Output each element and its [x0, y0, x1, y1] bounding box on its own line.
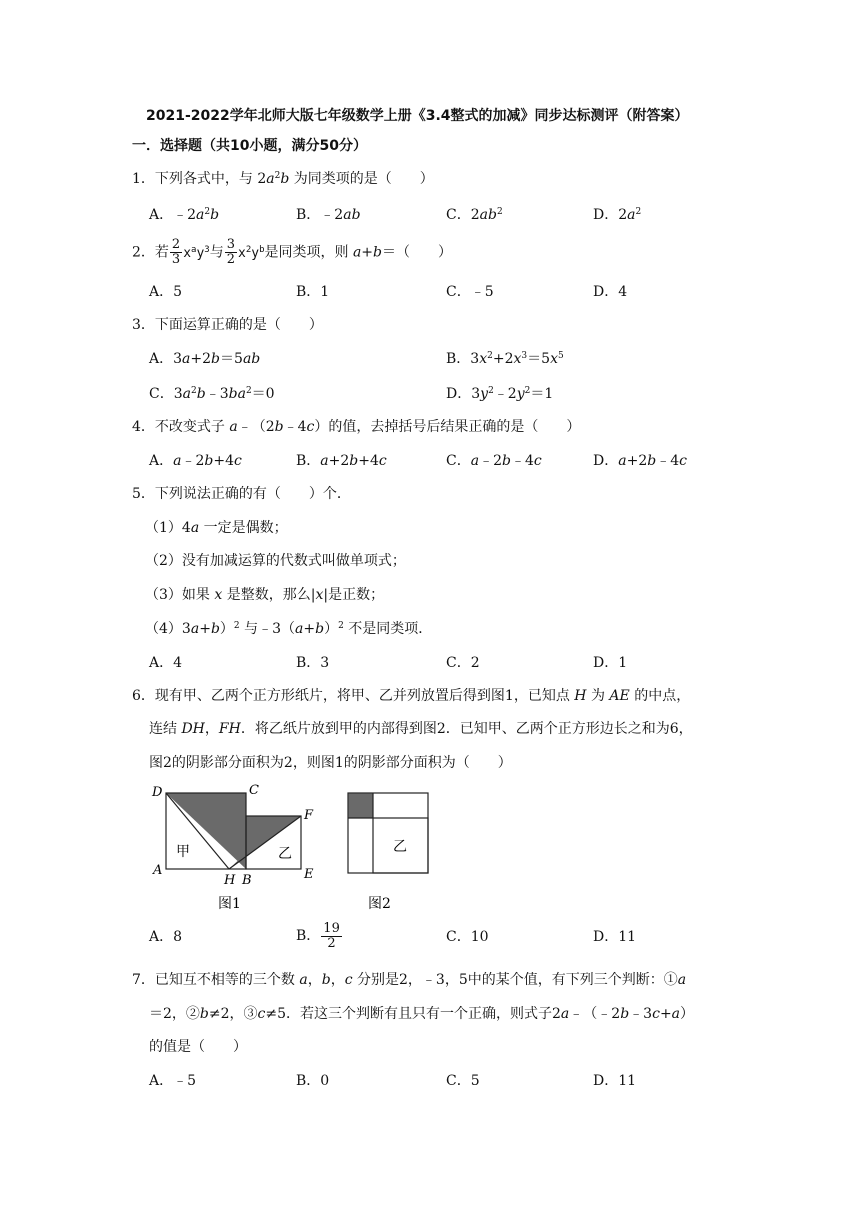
question-3-option-a[interactable]: A．3a+2b＝5ab	[149, 351, 261, 367]
label-d: D	[152, 785, 163, 800]
question-6-option-d[interactable]: D．11	[593, 929, 637, 945]
question-7-option-c[interactable]: C．5	[446, 1073, 480, 1089]
question-3-option-b[interactable]: B．$3x^2+2x^3=5x^5$	[446, 351, 564, 367]
figure-1	[148, 780, 328, 912]
label-c: C	[249, 783, 259, 798]
question-3-option-d[interactable]: D．$3y^2﹣2y^2=1$	[446, 386, 554, 402]
question-6-option-a[interactable]: A．8	[149, 929, 183, 945]
figure-2	[340, 780, 440, 912]
label-yi: 乙	[278, 846, 292, 862]
question-5-statement-1: （1）4a 一定是偶数；	[145, 520, 288, 536]
question-6-line-3: 图2的阴影部分面积为2，则图1的阴影部分面积为（ ）	[149, 755, 512, 771]
question-3-stem: 3．下面运算正确的是（ ）	[132, 317, 323, 333]
question-1-option-b[interactable]: B．﹣2ab	[296, 207, 361, 223]
fig2-label-yi: 乙	[393, 839, 407, 855]
fig2-shaded-square	[348, 793, 373, 818]
question-2-option-d[interactable]: D．4	[593, 284, 628, 300]
question-4-option-b[interactable]: B．a+2b+4c	[296, 453, 387, 469]
question-2-option-a[interactable]: A．5	[149, 284, 183, 300]
question-4-option-a[interactable]: A．a﹣2b+4c	[149, 453, 242, 469]
question-5-statement-3: （3）如果 x 是整数，那么|x|是正数；	[145, 587, 385, 603]
question-7-option-a[interactable]: A．﹣5	[149, 1073, 197, 1089]
label-f: F	[304, 808, 314, 823]
question-1-option-a[interactable]: A．$﹣2a^2b$	[149, 207, 220, 223]
page-title: 2021-2022学年北师大版七年级数学上册《3.4整式的加减》同步达标测评（附答案）	[146, 108, 689, 124]
question-6-option-c[interactable]: C．10	[446, 929, 489, 945]
section-heading: 一．选择题（共10小题，满分50分）	[132, 138, 367, 154]
question-7-line-1: 7．已知互不相等的三个数 a，b，c 分别是2，﹣3，5中的某个值，有下列三个判断：①a	[132, 972, 687, 988]
fig1-caption: 图1	[218, 896, 241, 912]
question-5-statement-4: （4）3a+b）$^2$ 与$﹣3(a+b)^2$ 不是同类项．	[145, 621, 433, 637]
question-1-option-c[interactable]: C．$2ab^2$	[446, 207, 503, 223]
question-5-option-d[interactable]: D．1	[593, 655, 628, 671]
question-5-option-c[interactable]: C．2	[446, 655, 480, 671]
label-b: B	[242, 873, 252, 888]
question-7-line-3: 的值是（ ）	[149, 1039, 247, 1055]
question-7-option-b[interactable]: B．0	[296, 1073, 330, 1089]
question-7-option-d[interactable]: D．11	[593, 1073, 637, 1089]
question-4-option-d[interactable]: D．a+2b﹣4c	[593, 453, 687, 469]
question-6-line-2: 连结 DH，FH．将乙纸片放到甲的内部得到图2．已知甲、乙两个正方形边长之和为6，	[149, 721, 693, 737]
question-2-option-b[interactable]: B．1	[296, 284, 330, 300]
label-h: H	[224, 873, 236, 888]
label-jia: 甲	[176, 844, 190, 860]
question-1-option-d[interactable]: D．$2a^2$	[593, 207, 642, 223]
question-6-line-1: 6．现有甲、乙两个正方形纸片，将甲、乙并列放置后得到图1，已知点 H 为 AE 的中点，	[132, 688, 691, 704]
label-a: A	[153, 863, 163, 878]
question-5-statement-2: （2）没有加减运算的代数式叫做单项式；	[145, 553, 406, 569]
question-6-option-b[interactable]: B． $\frac{19}{2}$	[296, 920, 340, 951]
question-2-option-c[interactable]: C．﹣5	[446, 284, 494, 300]
question-5-stem: 5．下列说法正确的有（ ）个．	[132, 486, 351, 502]
question-3-option-c[interactable]: C．$3a^2b﹣3ba^2=0$	[149, 386, 275, 402]
question-5-option-b[interactable]: B．3	[296, 655, 330, 671]
question-7-line-2: ＝2，②b≠2，③c≠5．若这三个判断有且只有一个正确，则式子2a﹣（﹣2b﹣3c+a）	[149, 1006, 695, 1022]
question-4-option-c[interactable]: C．a﹣2b﹣4c	[446, 453, 542, 469]
question-5-option-a[interactable]: A．4	[149, 655, 183, 671]
question-2-stem: 2．若 $\frac{2}{3}$ $x^ay^3$与 $\frac{3}{2}$ $x^2y^b$是同类项，则 a+b＝（ ）	[132, 237, 452, 267]
question-4-stem: 4．不改变式子 a﹣（2b﹣4c）的值，去掉括号后结果正确的是（ ）	[132, 419, 581, 435]
fig2-caption: 图2	[368, 896, 391, 912]
question-1-stem: 1．下列各式中，与 $2a^2b$ 为同类项的是（ ）	[132, 171, 434, 187]
label-e: E	[304, 867, 314, 882]
